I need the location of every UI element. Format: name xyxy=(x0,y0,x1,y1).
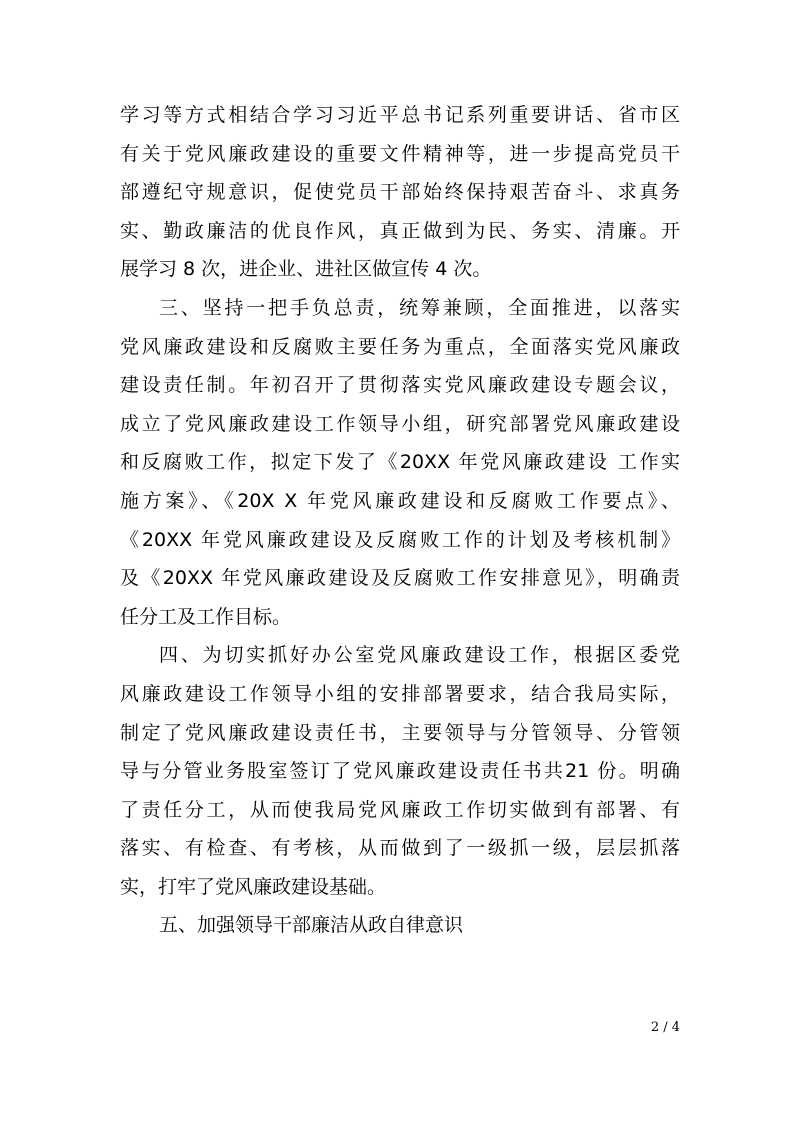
body-text xyxy=(120,96,680,945)
text-line: 落实、有检查、有考核，从而做到了一级抓一级，层层抓落 xyxy=(120,837,680,860)
text-line: 风廉政建设工作领导小组的安排部署要求，结合我局实际， xyxy=(120,682,680,705)
text-line: 学习等方式相结合学习习近平总书记系列重要讲话、省市区 xyxy=(120,104,680,126)
text-line: 导与分管业务股室签订了党风廉政建设责任书共21 份。明确 xyxy=(120,760,680,783)
text-line: 施方案》、《20X X 年党风廉政建设和反腐败工作要点》、 xyxy=(120,489,680,512)
text-line: 党风廉政建设和反腐败主要任务为重点，全面落实党风廉政 xyxy=(120,335,680,358)
paragraph-heading-3: 三、坚持一把手负总责，统筹兼顾，全面推进，以落实 xyxy=(159,296,680,319)
text-line: 制定了党风廉政建设责任书，主要领导与分管领导、分管领 xyxy=(120,721,680,744)
paragraph-heading-5: 五、加强领导干部廉洁从政自律意识 xyxy=(159,914,464,937)
text-line: 任分工及工作目标。 xyxy=(120,605,292,628)
page-number: 2 / 4 xyxy=(650,1020,680,1035)
text-line: 部遵纪守规意识，促使党员干部始终保持艰苦奋斗、求真务 xyxy=(120,181,680,204)
text-line: 和反腐败工作，拟定下发了《20XX 年党风廉政建设 工作实 xyxy=(120,451,680,474)
text-line: 成立了党风廉政建设工作领导小组，研究部署党风廉政建设 xyxy=(120,412,680,435)
text-line: 实、勤政廉洁的优良作风，真正做到为民、务实、清廉。开 xyxy=(120,219,680,242)
text-line: 《20XX 年党风廉政建设及反腐败工作的计划及考核机制》 xyxy=(120,528,680,551)
text-line: 及《20XX 年党风廉政建设及反腐败工作安排意见》，明确责 xyxy=(120,567,680,590)
paragraph-heading-4: 四、为切实抓好办公室党风廉政建设工作，根据区委党 xyxy=(159,644,680,667)
text-line: 建设责任制。年初召开了贯彻落实党风廉政建设专题会议， xyxy=(120,374,680,397)
text-line: 展学习 8 次，进企业、进社区做宣传 4 次。 xyxy=(120,258,492,281)
text-line: 有关于党风廉政建设的重要文件精神等，进一步提高党员干 xyxy=(120,142,680,165)
text-line: 了责任分工，从而使我局党风廉政工作切实做到有部署、有 xyxy=(120,798,680,821)
text-line: 实，打牢了党风廉政建设基础。 xyxy=(120,875,387,898)
